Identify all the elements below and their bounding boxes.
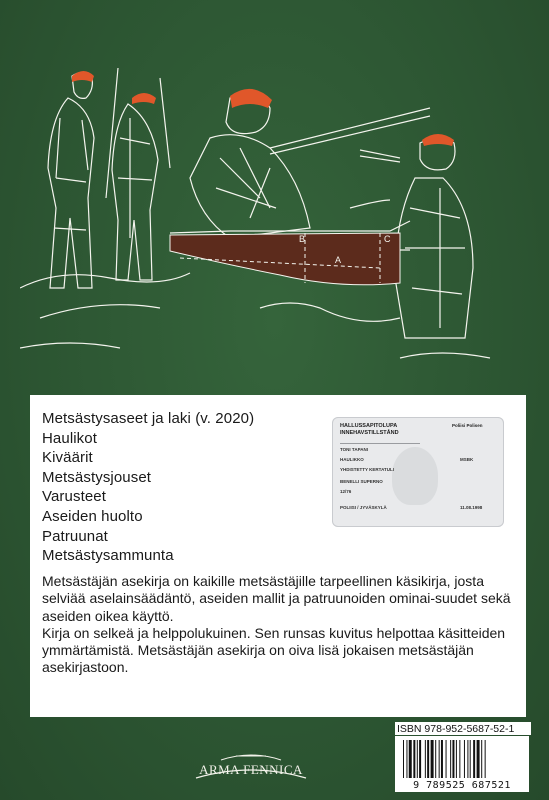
description-paragraph: Metsästäjän asekirja on kaikille metsästäjille tarpeellinen käsikirja, josta selviää aselainsäädäntö, aseiden mallit ja patruunoiden ominai-suudet sekä aseiden oikea käyttö. xyxy=(42,573,511,624)
orange-cap-2 xyxy=(132,93,156,104)
barcode-bar xyxy=(456,740,457,778)
barcode-bar xyxy=(409,740,412,778)
firearm-license-card xyxy=(332,417,504,527)
barcode-bar xyxy=(439,740,440,778)
barcode-bars xyxy=(403,740,521,778)
barcode-bar xyxy=(441,740,443,778)
barcode-bar xyxy=(435,740,436,778)
barcode-bar xyxy=(459,740,460,778)
toc-item: Patruunat xyxy=(42,527,108,545)
license-caliber: 12/76 xyxy=(340,489,352,494)
barcode xyxy=(395,736,529,792)
toc-item: Haulikot xyxy=(42,429,97,447)
license-header: Poliisi Polisen xyxy=(452,423,483,428)
license-name: HAULIKKO xyxy=(340,457,364,462)
barcode-bar xyxy=(403,740,404,778)
table-of-contents xyxy=(42,409,254,566)
license-date: 11.08.1998 xyxy=(460,505,483,510)
publisher-name: ARMA FENNICA xyxy=(199,762,303,777)
isbn-text: ISBN 978-952-5687-52-1 xyxy=(395,722,531,735)
barcode-bar xyxy=(417,740,418,778)
barcode-bar xyxy=(406,740,407,778)
barcode-bar xyxy=(425,740,426,778)
toc-item: Aseiden huolto xyxy=(42,507,143,525)
barcode-bar xyxy=(431,740,434,778)
barcode-bar xyxy=(419,740,421,778)
license-divider xyxy=(340,443,420,444)
barcode-number: 9 789525 687521 xyxy=(413,780,511,791)
barcode-bar xyxy=(485,740,486,778)
diagram-label-c: C xyxy=(384,234,391,244)
license-authority: POLIISI / JYVÄSKYLÄ xyxy=(340,505,387,510)
license-title: HALLUSSAPITOLUPA INNEHAVSTILLSTÅND xyxy=(340,423,399,436)
toc-item: Metsästysaseet ja laki (v. 2020) xyxy=(42,410,255,427)
barcode-bar xyxy=(473,740,475,778)
barcode-bar xyxy=(467,740,468,778)
barcode-bar xyxy=(427,740,429,778)
toc-item: Metsästysjouset xyxy=(42,468,152,486)
hunters-illustration xyxy=(20,58,520,388)
diagram-label-b: B xyxy=(299,234,306,244)
barcode-bar xyxy=(470,740,471,778)
barcode-bar xyxy=(413,740,415,778)
license-weapon: YHDISTETTY KERTATULI xyxy=(340,467,394,472)
toc-item: Kiväärit xyxy=(42,449,93,467)
skull-watermark-icon xyxy=(392,447,438,505)
diagram-label-a: A xyxy=(335,255,342,265)
barcode-bar xyxy=(464,740,465,778)
license-name-label: TONI TAPANI xyxy=(340,447,368,452)
toc-item: Metsästysammunta xyxy=(42,547,174,565)
toc-item: Varusteet xyxy=(42,488,106,506)
publisher-logo xyxy=(176,748,326,788)
barcode-bar xyxy=(452,740,454,778)
barcode-bar xyxy=(477,740,480,778)
barcode-bar xyxy=(446,740,447,778)
barcode-bar xyxy=(481,740,482,778)
license-caliber-2: MSBK xyxy=(460,457,474,462)
info-panel xyxy=(30,395,526,717)
description-paragraph: Kirja on selkeä ja helppolukuinen. Sen runsas kuvitus helpottaa käsitteiden ymmärtämistä. Metsästäjän asekirja on oiva lisä jokaisen metsästäjän asekirjastoon. xyxy=(42,624,506,676)
license-maker: BENELLI SUPERNO xyxy=(340,479,383,484)
book-description xyxy=(42,573,518,677)
barcode-bar xyxy=(450,740,451,778)
